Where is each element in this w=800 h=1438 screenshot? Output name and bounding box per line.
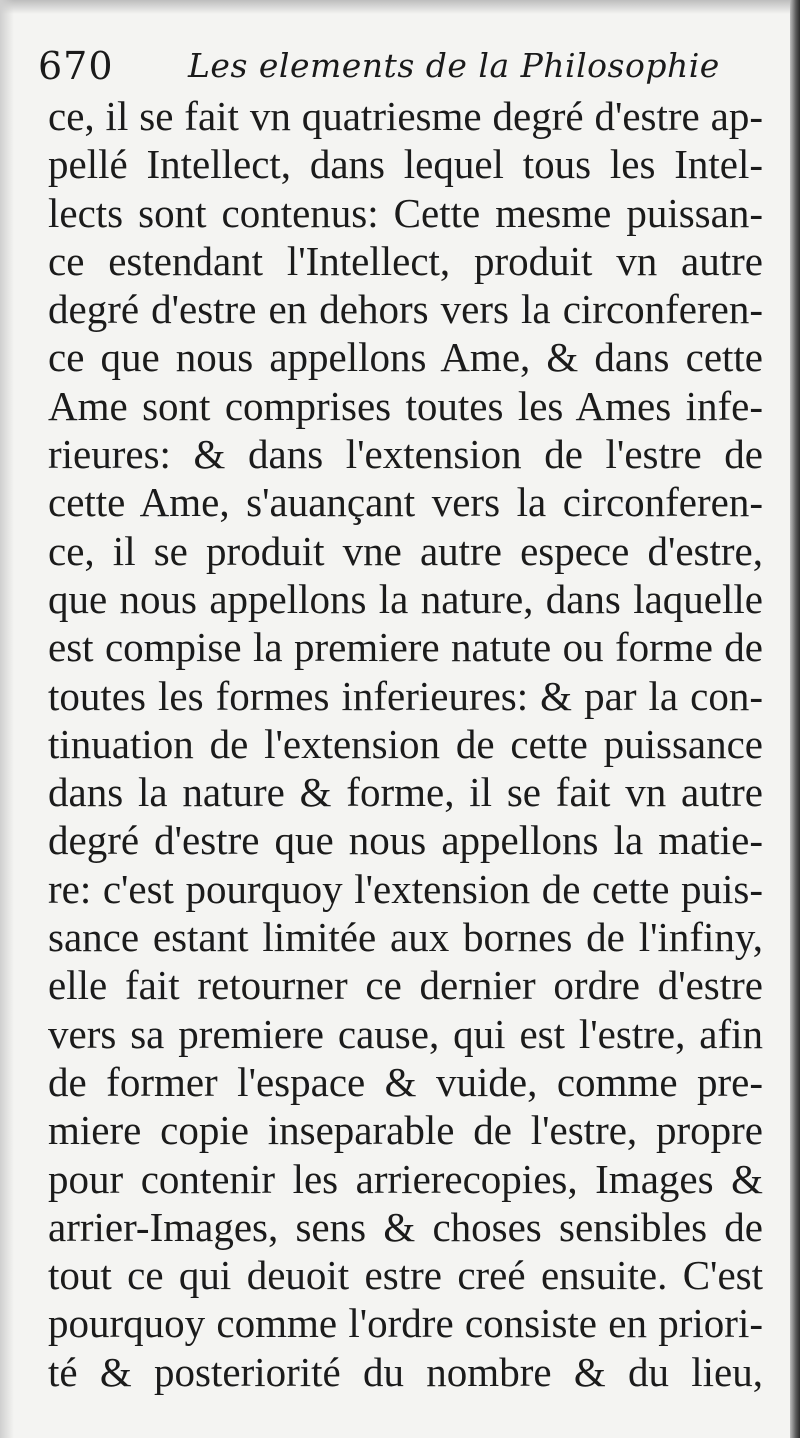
- body-text: [48, 92, 763, 1396]
- text-line: cette Ame, s'auançant vers la circonferen-: [48, 479, 763, 526]
- text-line: arrier-Images, sens & choses sensibles de: [48, 1203, 763, 1250]
- page-top-shadow: [0, 0, 790, 14]
- page-header: [38, 40, 758, 90]
- text-line: vers sa premiere cause, qui est l'estre, afin: [48, 1010, 763, 1057]
- text-line: miere copie inseparable de l'estre, propre: [48, 1107, 763, 1154]
- text-line: ce que nous appellons Ame, & dans cette: [48, 334, 763, 381]
- text-line: que nous appellons la nature, dans laquelle: [48, 575, 763, 622]
- text-line: toutes les formes inferieures: & par la con-: [48, 672, 763, 719]
- text-line: sance estant limitée aux bornes de l'infiny,: [48, 914, 763, 961]
- text-line: degré d'estre en dehors vers la circonferen-: [48, 286, 763, 333]
- text-line: lects sont contenus: Cette mesme puissan-: [48, 189, 763, 236]
- text-line: est compise la premiere natute ou forme de: [48, 624, 763, 671]
- text-line: tinuation de l'extension de cette puissance: [48, 720, 763, 767]
- text-line: ce, il se fait vn quatriesme degré d'estre ap-: [48, 93, 763, 139]
- page-number: 670: [38, 44, 114, 88]
- running-title: Les elements de la Philosophie: [188, 46, 720, 85]
- text-line: de former l'espace & vuide, comme pre-: [48, 1058, 763, 1105]
- text-line: ce estendant l'Intellect, produit vn autre: [48, 237, 763, 284]
- text-line: pellé Intellect, dans lequel tous les Intel-: [48, 141, 763, 188]
- text-line: elle fait retourner ce dernier ordre d'estre: [48, 962, 763, 1009]
- text-line: té & posteriorité du nombre & du lieu,: [48, 1348, 763, 1395]
- book-gutter: [790, 0, 800, 1438]
- text-line: degré d'estre que nous appellons la matie-: [48, 817, 763, 864]
- text-line: pourquoy comme l'ordre consiste en priori-: [48, 1300, 763, 1347]
- text-line: Ame sont comprises toutes les Ames infe-: [48, 382, 763, 429]
- text-line: re: c'est pourquoy l'extension de cette puis-: [48, 865, 763, 912]
- text-line: pour contenir les arrierecopies, Images &: [48, 1155, 763, 1202]
- text-line: tout ce qui deuoit estre creé ensuite. C'est: [48, 1252, 763, 1299]
- page-left-shadow: [0, 0, 14, 1438]
- text-line: dans la nature & forme, il se fait vn autre: [48, 769, 763, 816]
- text-line: ce, il se produit vne autre espece d'estre,: [48, 527, 763, 574]
- text-line: rieures: & dans l'extension de l'estre de: [48, 431, 763, 478]
